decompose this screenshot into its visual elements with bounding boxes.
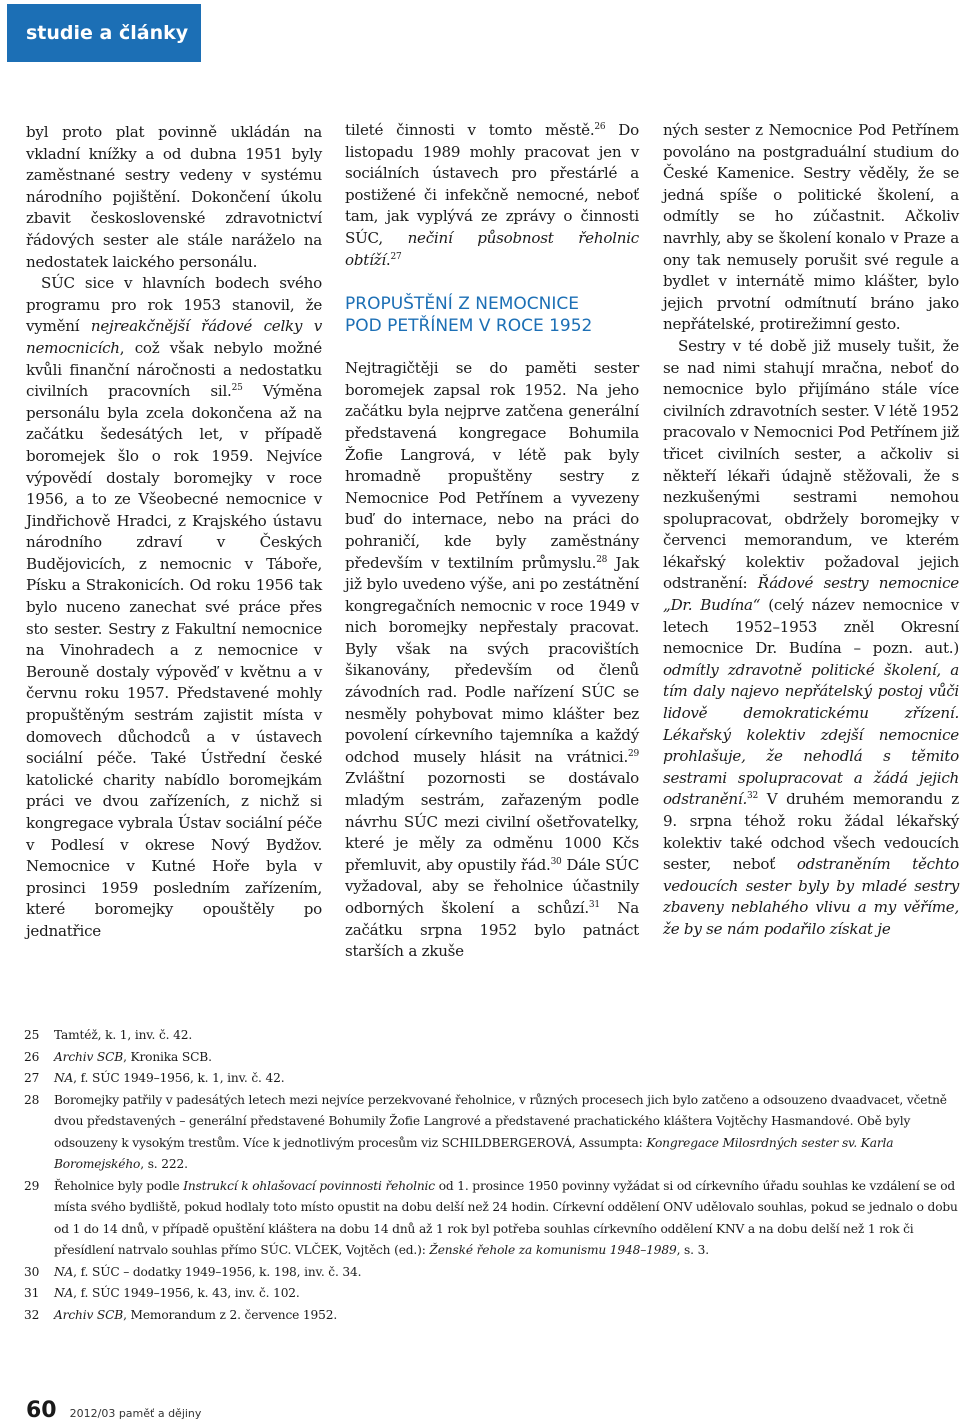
paragraph: tileté činnosti v tomto městě.$^{26}$ Do listopadu 1989 mohly pracovat jen v sociálních ústavech pro přestárlé a postižené či infekčně nemocné, neboť tam, jak vyplývá ze zprávy o činnosti SÚC, nečiní působnost řeholnic obtíží.$^{27}$	[345, 121, 639, 269]
footnote-ref[interactable]: 31	[588, 900, 600, 910]
paragraph: Nejtragičtěji se do paměti sester boromejek zapsal rok 1952. Na jeho začátku byla nejprve zatčena generální představená kongregace Bohumila Žofie Langrová, v létě pak byly hromadně propuštěny sestry z Nemocnice Pod Petřínem a vyvezeny buď do internace, nebo na práci do pohraničí, kde byly zaměstnány především v textilním průmyslu.$^{28}$ Jak již bylo uvedeno výše, ani po zestátnění kongregačních nemocnic v roce 1949 v nich boromejky nepřestaly pracovat. Byly však na svých pracovištích šikanovány, především od členů závodních rad. Podle nařízení SÚC se nesměly pohybovat mimo klášter bez povolení církevního tajemníka a každý odchod musely hlásit na vrátnici.$^{29}$ Zvláštní pozornosti se dostávalo mladým sestrám, zařazeným podle návrhu SÚC mezi civilní ošetřovatelky, které je měly za odměnu 1000 Kčs přemluvit, aby opustily řád.$^{30}$ Dále SÚC vyžadoval, aby se řeholnice účastnily odborných školení a schůzí.$^{31}$ Na začátku srpna 1952 bylo patnáct starších a zkuše	[345, 359, 639, 961]
section-tab	[7, 4, 201, 62]
article-column-3	[663, 120, 959, 941]
footnote-ref[interactable]: 26	[594, 122, 606, 132]
article-column-2	[345, 120, 639, 963]
footnote-31: 31 NA, f. SÚC 1949–1956, k. 43, inv. č. 102.	[24, 1286, 300, 1300]
issue-label: 2012/03 paměť a dějiny	[69, 1407, 202, 1420]
footnote-29: 29 Řeholnice byly podle Instrukcí k ohlašovací povinnosti řeholnic od 1. prosince 1950 povinny vyžádat si od církevního úřadu souhlas ke vzdálení se od místa svého bydliště, pokud hodlaly toto místo opustit na dobu delší než 24 hodin. Církevní oddělení ONV udělovalo souhlas, pokud se jednalo o dobu od 1 do 14 dnů, v případě opuštění kláštera na dobu 14 dnů až 1 rok byl potřeba souhlas církevního oddělení KNV a na dobu delší než 1 rok či přesídlení natrvalo souhlas přímo SÚC. VLČEK, Vojtěch (ed.): Ženské řehole za komunismu 1948–1989, s. 3.	[24, 1178, 958, 1257]
section-heading: PROPUŠTĚNÍ Z NEMOCNICE POD PETŘÍNEM V ROCE 1952	[345, 294, 593, 337]
page-footer	[26, 1398, 201, 1423]
section-label: studie a články	[26, 22, 189, 44]
footnote-ref[interactable]: 30	[550, 856, 562, 867]
footnote-ref[interactable]: 32	[747, 791, 758, 802]
footnote-30: 30 NA, f. SÚC – dodatky 1949–1956, k. 198, inv. č. 34.	[24, 1264, 362, 1279]
footnote-ref[interactable]: 28	[596, 554, 608, 565]
footnote-27: 27 NA, f. SÚC 1949–1956, k. 1, inv. č. 42.	[24, 1071, 285, 1085]
page-number: 60	[26, 1398, 57, 1423]
footnote-ref[interactable]: 29	[628, 748, 639, 759]
article-column-1	[26, 122, 322, 943]
footnote-28: 28 Boromejky patřily v padesátých letech mezi nejvíce perzekvované řeholnice, v různých procesech jich bylo zatčeno a odsouzeno dvaadvacet, včetně dvou představených – generální představené Bohumily Žofie Langrové a představené prachatického kláštera Vojtěchy Hasmandové. Obě byly odsouzeny k vysokým trestům. Více k jednotlivým procesům viz SCHILDBERGEROVÁ, Assumpta: Kongregace Milosrdných sester sv. Karla Boromejského, s. 222.	[24, 1092, 947, 1171]
footnote-ref[interactable]: 27	[390, 251, 402, 262]
paragraph: byl proto plat povinně ukládán na vkladní knížky a od dubna 1951 byly zaměstnané sestry vedeny v systému národního pojištění. Dokončení úkolu zbavit československé zdravotnictví řádových sester ale stále naráželo na nedostatek laického personálu.	[26, 123, 322, 271]
paragraph: SÚC sice v hlavních bodech svého programu pro rok 1953 stanovil, že vymění nejreakčnější řádové celky v nemocnicích, což však nebylo možné kvůli finanční náročnosti a nedostatku civilních pracovních sil.$^{25}$ Výměna personálu byla zcela dokončena až na začátku šedesátých let, v případě boromejek šlo o rok 1959. Nejvíce výpovědí dostaly boromejky v roce 1956, a to ze Všeobecné nemocnice v Jindřichově Hradci, z Krajského ústavu národního zdraví v Českých Budějovicích, z nemocnic v Táboře, Písku a Strakonicích. Od roku 1956 tak bylo nuceno zanechat své práce přes sto sester. Sestry z Fakultní nemocnice na Vinohradech a z nemocnice v Berouně dostaly výpověď v květnu a v červnu roku 1957. Představené mohly propuštěným sestrám zajistit místa v domovech důchodců a v ústavech sociální péče. Také Ústřední české katolické charity nabídlo boromejkám práci ve dvou zařízeních, z nichž si kongregace vybrala Ústav sociální péče v Podlesí v okrese Nový Bydžov. Nemocnice v Kutné Hoře byla v prosinci 1959 posledním zařízením, které boromejky opouštěly po jednatřice	[26, 274, 322, 940]
footnotes	[24, 1025, 958, 1326]
paragraph: ných sester z Nemocnice Pod Petřínem povoláno na postgraduální studium do České Kamenice. Sestry věděly, že se jedná spíše o politické školení, a odmítly se ho zúčastnit. Ačkoliv navrhly, aby se školení konalo v Praze a ony tak nemusely porušit své regule a bydlet v internátě mimo klášter, bylo jejich prvotní odmítnutí bráno jako nepřátelské, protirežimní gesto.	[663, 121, 959, 334]
footnote-ref[interactable]: 25	[231, 383, 243, 394]
footnote-32: 32 Archiv SCB, Memorandum z 2. července 1952.	[24, 1307, 338, 1322]
paragraph: Sestry v té době již musely tušit, že se nad nimi stahují mračna, neboť do nemocnice bylo přijímáno stále více civilních zdravotních sester. V létě 1952 pracovalo v Nemocnici Pod Petřínem již třicet civilních sester, a ačkoliv si někteří lékaři údajně stěžovali, že s nezkušenými sestrami nemohou spolupracovat, obdržely boromejky v červenci memorandum, ve kterém lékařský kolektiv požadoval jejich odstranění: Řádové sestry nemocnice „Dr. Budína“ (celý název nemocnice v letech 1952–1953 zněl Okresní nemocnice Dr. Budína – pozn. aut.) odmítly zdravotně politické školení, a tím daly najevo nepřátelský postoj vůči lidově demokratickému zřízení. Lékařský kolektiv zdejší nemocnice prohlašuje, že nehodlá s těmito sestrami spolupracovat a žádá jejich odstranění.$^{32}$ V druhém memorandu z 9. srpna téhož roku žádal lékařský kolektiv také odchod všech vedoucích sester, neboť odstraněním těchto vedoucích sester byly by mladé sestry zbaveny neblahého vlivu a my věříme, že by se nám podařilo získat je	[663, 336, 960, 938]
footnote-25: 25 Tamtéž, k. 1, inv. č. 42.	[24, 1028, 193, 1042]
footnote-26: 26 Archiv SCB, Kronika SCB.	[24, 1049, 212, 1064]
